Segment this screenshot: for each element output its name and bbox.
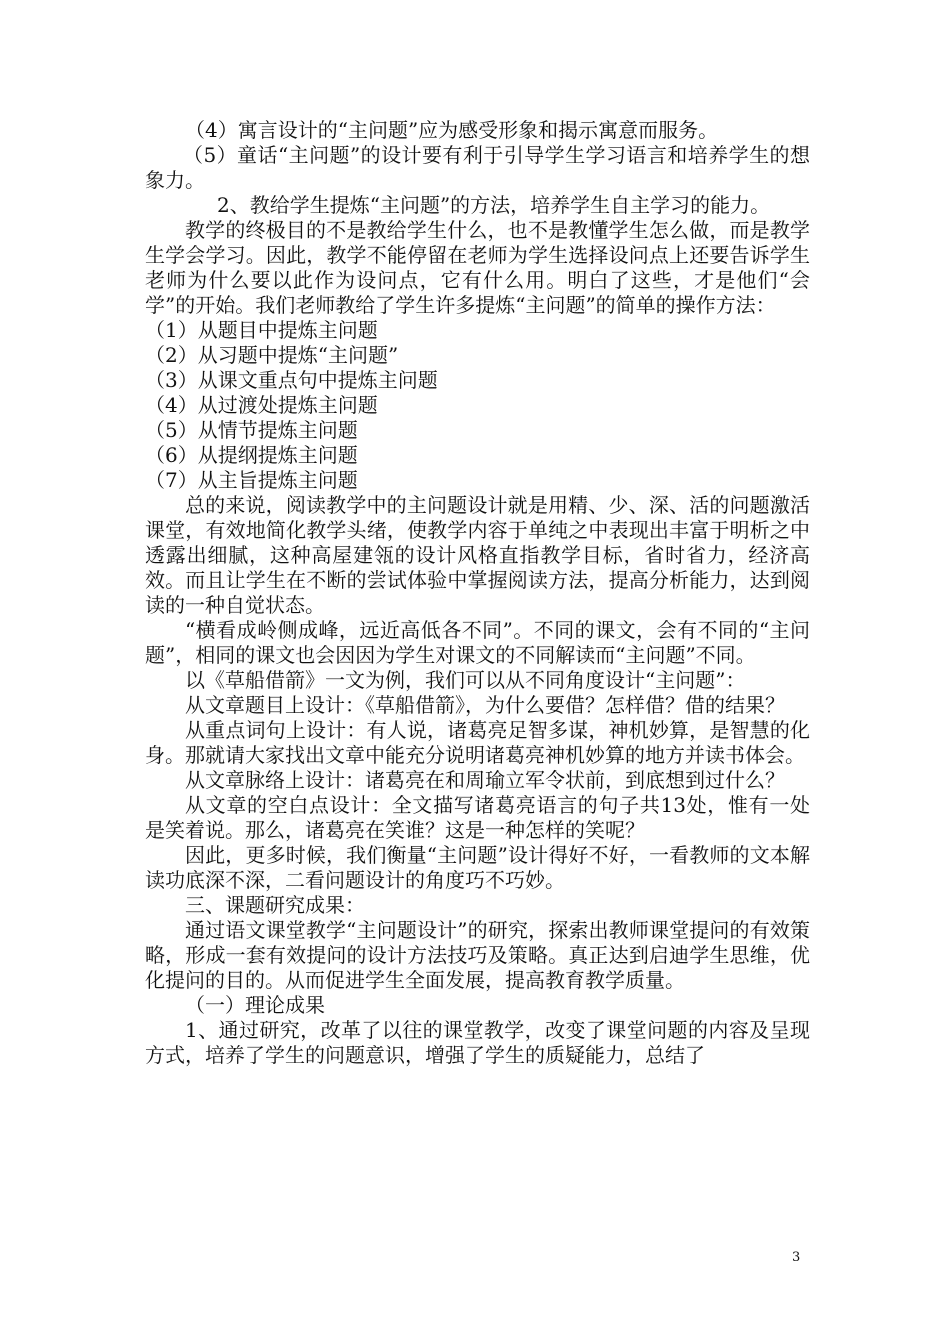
paragraph: 从文章脉络上设计：诸葛亮在和周瑜立军令状前，到底想到过什么？ bbox=[185, 768, 785, 792]
paragraph: 因此，更多时候，我们衡量“主问题”设计得好不好，一看教师的文本解读功底深不深，二看问题设计的角度巧不巧妙。 bbox=[145, 843, 810, 892]
paragraph: “横看成岭侧成峰，远近高低各不同”。不同的课文，会有不同的“主问题”，相同的课文也会因因为学生对课文的不同解读而“主问题”不同。 bbox=[145, 618, 810, 667]
paragraph: 以《草船借箭》一文为例，我们可以从不同角度设计“主问题”： bbox=[185, 668, 746, 692]
paragraph: 2、教给学生提炼“主问题”的方法，培养学生自主学习的能力。 bbox=[217, 193, 771, 217]
paragraph: 从重点词句上设计：有人说，诸葛亮足智多谋，神机妙算，是智慧的化身。那就请大家找出文章中能充分说明诸葛亮神机妙算的地方并读书体会。 bbox=[145, 718, 810, 767]
paragraph: 通过语文课堂教学“主问题设计”的研究，探索出教师课堂提问的有效策略，形成一套有效提问的设计方法技巧及策略。真正达到启迪学生思维，优化提问的目的。从而促进学生全面发展，提高教育教学质量。 bbox=[145, 918, 810, 992]
page-number: 3 bbox=[792, 1250, 801, 1265]
paragraph: （2）从习题中提炼“主问题” bbox=[145, 343, 399, 367]
paragraph: （5）从情节提炼主问题 bbox=[145, 418, 358, 442]
document-body bbox=[145, 118, 810, 1068]
paragraph: （5）童话“主问题”的设计要有利于引导学生学习语言和培养学生的想象力。 bbox=[145, 143, 810, 192]
paragraph: （1）从题目中提炼主问题 bbox=[145, 318, 378, 342]
paragraph: 总的来说，阅读教学中的主问题设计就是用精、少、深、活的问题激活课堂，有效地简化教学头绪，使教学内容于单纯之中表现出丰富于明析之中透露出细腻，这种高屋建瓴的设计风格直指教学目标，省时省力，经济高效。而且让学生在不断的尝试体验中掌握阅读方法，提高分析能力，达到阅读的一种自觉状态。 bbox=[145, 493, 810, 617]
paragraph: 1、通过研究，改革了以往的课堂教学，改变了课堂问题的内容及呈现方式，培养了学生的问题意识，增强了学生的质疑能力，总结了 bbox=[145, 1018, 810, 1067]
paragraph: （7）从主旨提炼主问题 bbox=[145, 468, 358, 492]
paragraph: （4）寓言设计的“主问题”应为感受形象和揭示寓意而服务。 bbox=[185, 118, 719, 142]
paragraph: （一）理论成果 bbox=[185, 993, 325, 1017]
paragraph: （4）从过渡处提炼主问题 bbox=[145, 393, 378, 417]
paragraph: 教学的终极目的不是教给学生什么，也不是教懂学生怎么做，而是教学生学会学习。因此，教学不能停留在老师为学生选择设问点上还要告诉学生老师为什么要以此作为设问点，它有什么用。明白了这些，才是他们“会学”的开始。我们老师教给了学生许多提炼“主问题”的简单的操作方法： bbox=[145, 218, 810, 317]
paragraph: （3）从课文重点句中提炼主问题 bbox=[145, 368, 438, 392]
paragraph: （6）从提纲提炼主问题 bbox=[145, 443, 358, 467]
paragraph: 从文章题目上设计：《草船借箭》，为什么要借？怎样借？借的结果？ bbox=[185, 693, 785, 717]
paragraph: 从文章的空白点设计：全文描写诸葛亮语言的句子共13处，惟有一处是笑着说。那么，诸葛亮在笑谁？这是一种怎样的笑呢？ bbox=[145, 793, 810, 842]
paragraph: 三、课题研究成果： bbox=[185, 893, 365, 917]
